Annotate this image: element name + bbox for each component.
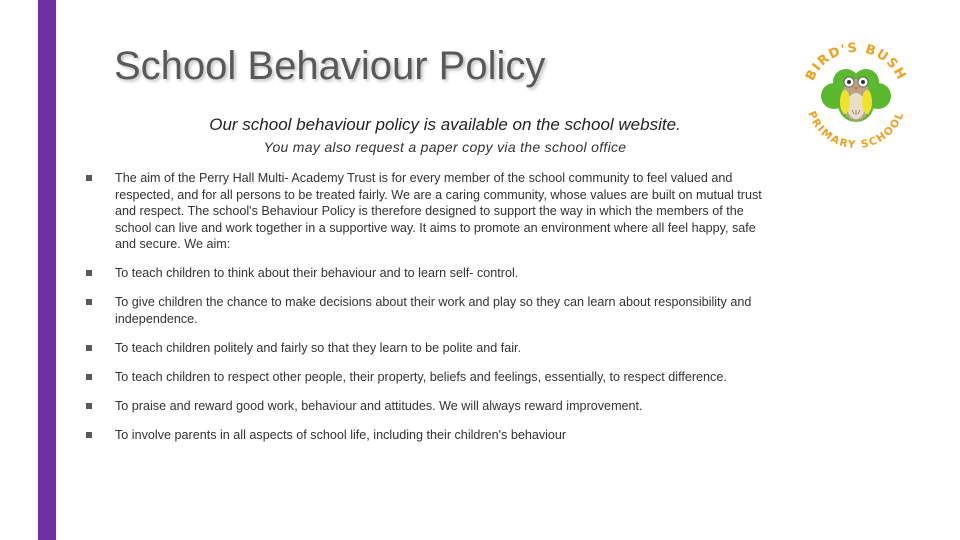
bullet-square-icon [86, 374, 92, 380]
bullet-square-icon [86, 270, 92, 276]
list-item: To teach children to respect other people, their property, beliefs and feelings, essentially, to respect difference. [86, 369, 766, 386]
bullet-square-icon [86, 403, 92, 409]
bullet-square-icon [86, 175, 92, 181]
list-item: To teach children to think about their behaviour and to learn self- control. [86, 265, 766, 282]
logo-top-text: BIRD'S BUSH [802, 40, 910, 84]
logo-bottom-text: PRIMARY SCHOOL [805, 109, 907, 152]
list-item: To involve parents in all aspects of school life, including their children's behaviour [86, 427, 766, 444]
bullet-square-icon [86, 345, 92, 351]
policy-bullet-list [86, 170, 766, 456]
list-item: To praise and reward good work, behaviour and attitudes. We will always reward improvement. [86, 398, 766, 415]
accent-side-bar [38, 0, 56, 540]
list-item: The aim of the Perry Hall Multi- Academy Trust is for every member of the school community to feel valued and respected, and for all persons to be treated fairly. We are a caring community, whose values are built on mutual trust and respect. The school's Behaviour Policy is therefore designed to support the way in which the members of the school can live and work together in a supportive way. It aims to promote an environment where all feel happy, safe and secure. We aim: [86, 170, 766, 253]
policy-availability-note: Our school behaviour policy is available on the school website. [209, 115, 681, 134]
bullet-square-icon [86, 299, 92, 305]
list-item: To teach children politely and fairly so that they learn to be polite and fair. [86, 340, 766, 357]
school-logo [796, 38, 916, 158]
bullet-square-icon [86, 432, 92, 438]
list-item: To give children the chance to make decisions about their work and play so they can learn about responsibility and independence. [86, 294, 766, 327]
paper-copy-note: You may also request a paper copy via the school office [263, 139, 627, 155]
page-title: School Behaviour Policy [114, 44, 546, 88]
